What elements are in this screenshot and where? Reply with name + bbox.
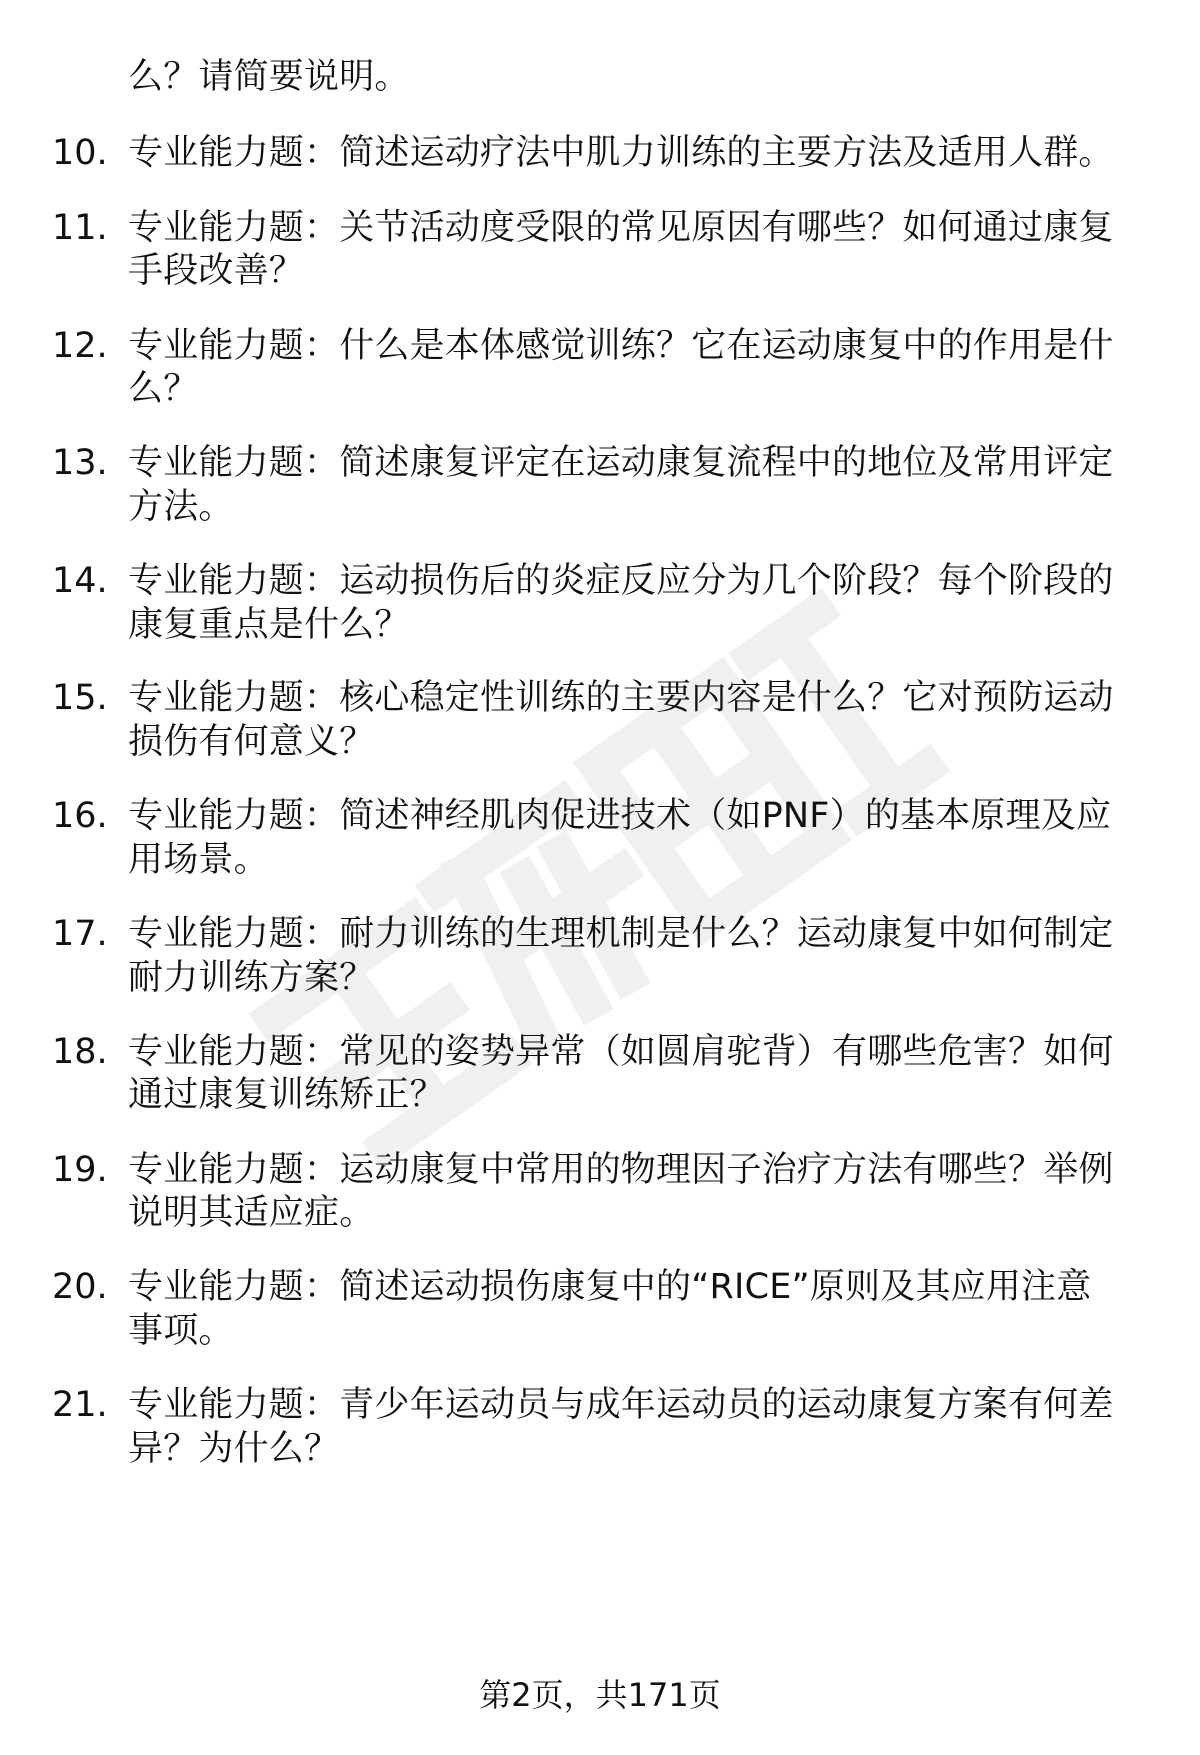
question-text-line-2: 说明其适应症。 xyxy=(128,1193,375,1233)
question-text-line-2: 事项。 xyxy=(128,1311,234,1351)
question-number: 16. xyxy=(52,796,108,836)
question-number: 21. xyxy=(52,1385,108,1425)
page-footer: 第2页，共171页 xyxy=(479,1676,721,1714)
question-number: 18. xyxy=(52,1032,108,1072)
question-text-line-1: 专业能力题：耐力训练的生理机制是什么？运动康复中如何制定 xyxy=(128,914,1114,954)
question-number: 20. xyxy=(52,1267,108,1307)
question-number: 12. xyxy=(52,326,108,366)
question-text-line-1: 专业能力题：青少年运动员与成年运动员的运动康复方案有何差 xyxy=(128,1385,1114,1425)
question-text-line-1: 专业能力题：关节活动度受限的常见原因有哪些？如何通过康复 xyxy=(128,208,1114,248)
question-text-line-2: 方法。 xyxy=(128,487,234,527)
question-text-line-1: 专业能力题：什么是本体感觉训练？它在运动康复中的作用是什 xyxy=(128,326,1114,366)
question-text-line-2: 损伤有何意义？ xyxy=(128,722,375,762)
question-number: 13. xyxy=(52,443,108,483)
question-text-line-2: 异？为什么？ xyxy=(128,1429,340,1469)
continuation-line: 么？请简要说明。 xyxy=(128,57,410,97)
question-number: 17. xyxy=(52,914,108,954)
question-text-line-1: 专业能力题：运动康复中常用的物理因子治疗方法有哪些？举例 xyxy=(128,1150,1114,1190)
question-text-line-2: 耐力训练方案？ xyxy=(128,958,375,998)
question-text-line-1: 专业能力题：简述康复评定在运动康复流程中的地位及常用评定 xyxy=(128,443,1114,483)
question-text-line-1: 专业能力题：核心稳定性训练的主要内容是什么？它对预防运动 xyxy=(128,678,1114,718)
question-text-line-1: 专业能力题：简述神经肌肉促进技术（如PNF）的基本原理及应 xyxy=(128,796,1112,836)
question-text-line-2: 手段改善？ xyxy=(128,251,305,291)
question-text-line-1: 专业能力题：运动损伤后的炎症反应分为几个阶段？每个阶段的 xyxy=(128,561,1114,601)
question-number: 11. xyxy=(52,208,108,248)
question-text-line-1: 专业能力题：简述运动疗法中肌力训练的主要方法及适用人群。 xyxy=(128,133,1114,173)
question-number: 14. xyxy=(52,561,108,601)
question-text-line-2: 么？ xyxy=(128,369,199,409)
question-number: 15. xyxy=(52,678,108,718)
question-text-line-1: 专业能力题：常见的姿势异常（如圆肩驼背）有哪些危害？如何 xyxy=(128,1032,1114,1072)
question-text-line-1: 专业能力题：简述运动损伤康复中的“RICE”原则及其应用注意 xyxy=(128,1267,1092,1307)
question-text-line-2: 康复重点是什么？ xyxy=(128,605,410,645)
question-number: 19. xyxy=(52,1150,108,1190)
question-text-line-2: 通过康复训练矫正？ xyxy=(128,1075,445,1115)
question-text-line-2: 用场景。 xyxy=(128,840,269,880)
question-number: 10. xyxy=(52,133,108,173)
